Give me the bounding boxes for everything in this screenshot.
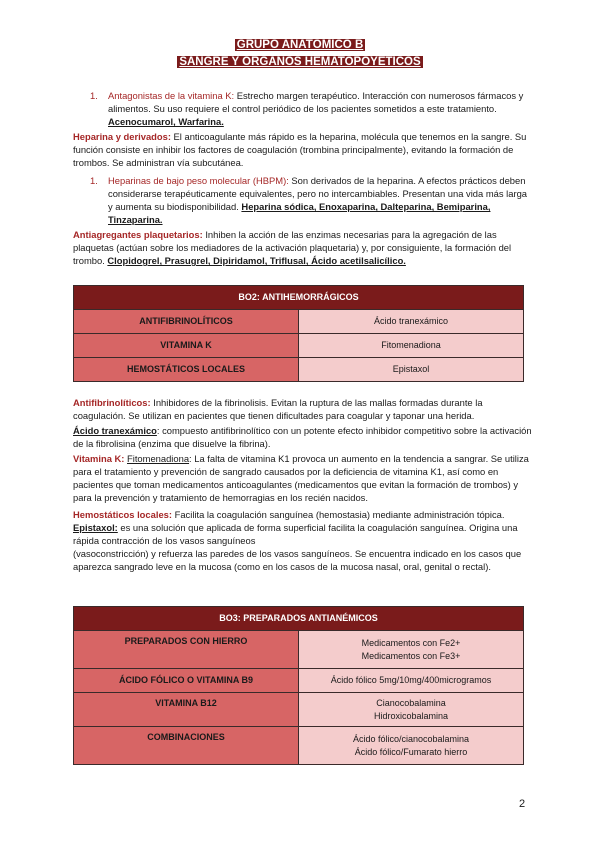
table-b02	[73, 285, 524, 382]
item2-drugs: Heparina sódica, Enoxaparina, Dalteparina, Bemiparina, Tinzaparina.	[108, 201, 491, 225]
table-b02-value-1: Ácido tranexámico	[299, 310, 524, 334]
hemost-label: Hemostáticos locales:	[73, 509, 172, 520]
item2-number: 1.	[90, 175, 98, 186]
hemost-text: Facilita la coagulación sanguínea (hemostasia) mediante administración tópica.	[172, 509, 505, 520]
item1-paragraph	[108, 89, 528, 128]
page-number: 2	[519, 798, 526, 810]
table-b03-key-3: VITAMINA B12	[74, 693, 299, 727]
table-b03-value-4	[299, 727, 524, 765]
tranex-text: : compuesto antifibrinolítico con un potente efecto inhibidor competitivo sobre la activación de la fibrolisina (enzima que disuelve la fibrina).	[73, 425, 532, 449]
antiagregantes-paragraph	[73, 228, 533, 267]
table-b02-key-2: VITAMINA K	[74, 334, 299, 358]
item1-drugs: Acenocumarol, Warfarina.	[108, 116, 224, 127]
table-b03-key-2: ÁCIDO FÓLICO O VITAMINA B9	[74, 669, 299, 693]
title-text-2: SANGRE Y ÓRGANOS HEMATOPOYÉTICOS	[179, 56, 421, 68]
table-b03-value-1	[299, 631, 524, 669]
antiagregantes-label: Antiagregantes plaquetarios:	[73, 229, 203, 240]
table-b03-value-1b: Medicamentos con Fe3+	[361, 650, 461, 661]
table-b03-value-4a: Ácido fólico/cianocobalamina	[352, 733, 470, 744]
table-b03-key-1: PREPARADOS CON HIERRO	[74, 631, 299, 669]
antiagregantes-text: Inhiben la acción de las enzimas necesarias para la agregación de las plaquetas (actúan sobre los mediadores de la activación plaquetaria) y, por consiguiente, la formación del trombo.	[73, 229, 512, 266]
vitk-label: Vitamina K:	[73, 453, 125, 464]
antiagregantes-drugs: Clopidogrel, Prasugrel, Dipiridamol, Triflusal, Ácido acetilsalicílico.	[107, 255, 406, 266]
table-row	[74, 358, 524, 382]
table-b03-value-2: Ácido fólico 5mg/10mg/400microgramos	[299, 669, 524, 693]
antifib-label: Antifibrinolíticos:	[73, 397, 151, 408]
table-row	[74, 669, 524, 693]
table-b03-value-3	[299, 693, 524, 727]
vitk-paragraph	[73, 452, 533, 504]
table-b03	[73, 606, 524, 765]
table-row	[74, 727, 524, 765]
item1-number: 1.	[90, 90, 98, 101]
title-line-2	[0, 55, 600, 69]
hemost-drug: Epistaxol:	[73, 522, 118, 533]
item1-label: Antagonistas de la vitamina K:	[108, 90, 235, 101]
table-b03-key-4: COMBINACIONES	[74, 727, 299, 765]
tranex-paragraph	[73, 424, 533, 450]
hemost-paragraph	[73, 508, 533, 573]
item2-label: Heparinas de bajo peso molecular (HBPM):	[108, 175, 289, 186]
table-b03-value-1a: Medicamentos con Fe2+	[361, 637, 461, 648]
item1-text: Estrecho margen terapéutico. Interacción con numerosos fármacos y alimentos. Su uso requiere el control periódico de los pacientes sometidos a este tratamiento.	[108, 90, 524, 114]
vitk-drug: Fitomenadiona	[127, 453, 190, 464]
antifib-paragraph	[73, 396, 533, 422]
table-row	[74, 693, 524, 727]
title-text-1: GRUPO ANATÓMICO B	[236, 39, 364, 51]
title-line-1	[0, 38, 600, 52]
heparina-text: El anticoagulante más rápido es la heparina, molécula que tenemos en la sangre. Su función consiste en inhibir los factores de coagulación (trombina principalmente), evitando la formación de trombos. Se administran vía subcutánea.	[73, 131, 527, 168]
table-b02-value-2: Fitomenadiona	[299, 334, 524, 358]
table-b03-value-3b: Hidroxicobalamina	[373, 710, 449, 721]
table-b02-key-3: HEMOSTÁTICOS LOCALES	[74, 358, 299, 382]
vitk-text: : La falta de vitamina K1 provoca un aumento en la tendencia a sangrar. Se utiliza para el tratamiento y prevención de sangrado causados por la deficiencia de vitamina K1, así como en pacientes que toman medicamentos anticoagulantes (medicamentos que evitan la formación de trombos) y para la prevención y tratamiento de hemorragias en los recién nacidos.	[73, 453, 529, 503]
hemost-text2: es una solución que aplicada de forma superficial facilita la coagulación sanguínea. Origina una rápida contracción de los vasos sanguíneos	[73, 522, 518, 546]
heparina-label: Heparina y derivados:	[73, 131, 171, 142]
item2-paragraph	[108, 174, 528, 226]
table-row	[74, 631, 524, 669]
antifib-text: Inhibidores de la fibrinolisis. Evitan la ruptura de las mallas formadas durante la coagulación. Se utilizan en pacientes que tienen dificultades para coagular y taponar una herida.	[73, 397, 483, 421]
table-row	[74, 310, 524, 334]
heparina-paragraph	[73, 130, 533, 169]
table-b02-value-3: Epistaxol	[299, 358, 524, 382]
item2-text: Son derivados de la heparina. A efectos prácticos deben considerarse terapéuticamente equivalentes, pero no intercambiables. Presentan una vida más larga y aumenta su biodisponibilidad.	[108, 175, 527, 212]
table-b03-value-3a: Cianocobalamina	[376, 697, 446, 708]
tranex-label: Ácido tranexámico	[73, 425, 157, 436]
table-b03-header: BO3: PREPARADOS ANTIANÉMICOS	[74, 607, 524, 631]
table-b02-key-1: ANTIFIBRINOLÍTICOS	[74, 310, 299, 334]
table-b03-value-4b: Ácido fólico/Fumarato hierro	[354, 746, 468, 757]
table-row	[74, 334, 524, 358]
hemost-text3: (vasoconstricción) y refuerza las paredes de los vasos sanguíneos. Se encuentra indicado en los casos que aparezca sangrado leve en la mucosa (como en los casos de la mucosa nasal, oral, genital o rectal).	[73, 548, 522, 572]
table-b02-header: BO2: ANTIHEMORRÁGICOS	[74, 286, 524, 310]
